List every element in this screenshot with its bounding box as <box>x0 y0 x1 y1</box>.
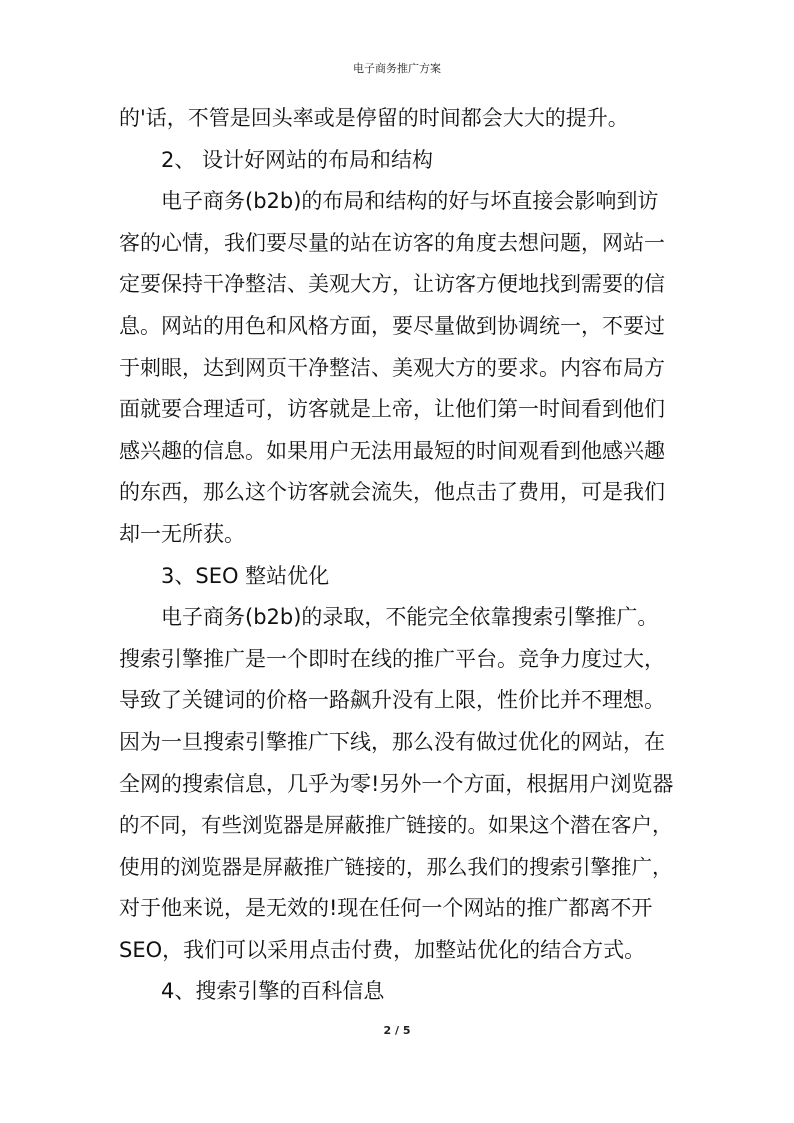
text-line: 定要保持干净整洁、美观大方，让访客方便地找到需要的信 <box>119 272 665 297</box>
text-line: 搜索引擎推广是一个即时在线的推广平台。竞争力度过大， <box>119 646 665 671</box>
page-number: 2 / 5 <box>383 1024 411 1037</box>
text-line: 因为一旦搜索引擎推广下线，那么没有做过优化的网站，在 <box>119 729 665 754</box>
text-line: 客的心情，我们要尽量的站在访客的角度去想问题，网站一 <box>119 230 665 255</box>
text-line: 息。网站的用色和风格方面，要尽量做到协调统一，不要过 <box>119 313 665 338</box>
text-line: 面就要合理适可，访客就是上帝，让他们第一时间看到他们 <box>119 397 665 422</box>
text-line: 于刺眼，达到网页干净整洁、美观大方的要求。内容布局方 <box>119 355 665 380</box>
section-heading: 2、 设计好网站的布局和结构 <box>161 147 434 172</box>
section-heading: 4、搜索引擎的百科信息 <box>161 979 385 1004</box>
text-line: 使用的浏览器是屏蔽推广链接的，那么我们的搜索引擎推广， <box>119 854 673 879</box>
text-line: 却一无所获。 <box>119 521 245 546</box>
document-body <box>119 98 679 1013</box>
text-line: 感兴趣的信息。如果用户无法用最短的时间观看到他感兴趣 <box>119 438 665 463</box>
page-header: 电子商务推广方案 <box>353 62 441 75</box>
section-heading: 3、SEO 整站优化 <box>161 563 330 588</box>
text-line: 的不同，有些浏览器是屏蔽推广链接的。如果这个潜在客户， <box>119 813 673 838</box>
text-line: 导致了关键词的价格一路飙升没有上限，性价比并不理想。 <box>119 688 665 713</box>
paragraph-start-line: 电子商务(b2b)的录取，不能完全依靠搜索引擎推广。 <box>161 605 659 630</box>
text-line: 的东西，那么这个访客就会流失，他点击了费用，可是我们 <box>119 480 665 505</box>
text-line: 全网的搜索信息，几乎为零!另外一个方面，根据用户浏览器 <box>119 771 674 796</box>
text-line: 的'话，不管是回头率或是停留的时间都会大大的提升。 <box>119 106 629 130</box>
text-line: SEO，我们可以采用点击付费，加整站优化的结合方式。 <box>119 937 646 962</box>
paragraph-start-line: 电子商务(b2b)的布局和结构的好与坏直接会影响到访 <box>161 189 659 214</box>
text-line: 对于他来说，是无效的!现在任何一个网站的推广都离不开 <box>119 896 653 921</box>
